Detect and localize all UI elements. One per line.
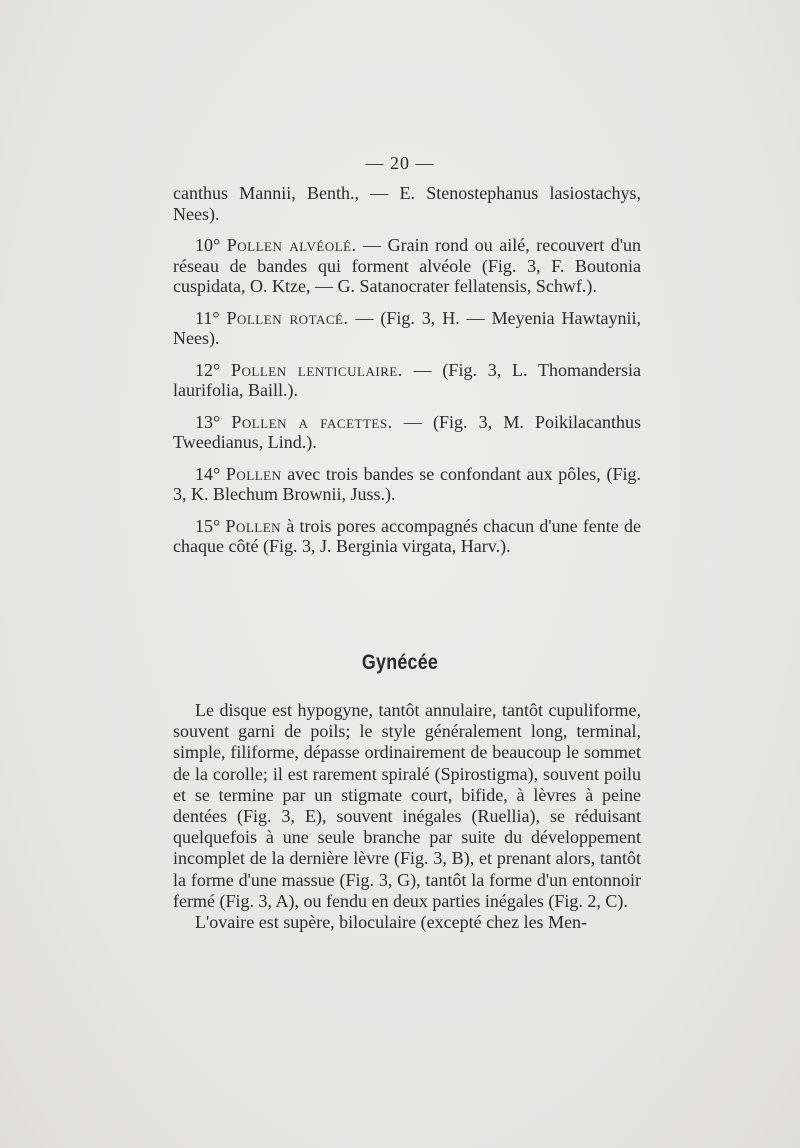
item-text: — (Fig. 3, H. — Meyenia Hawtaynii, Nees). — [173, 307, 641, 348]
item-text: — (Fig. 3, M. Poikilacanthus Tweedianus, Lind.). — [173, 411, 641, 452]
paragraph-pollen-11 — [173, 308, 641, 349]
item-number: 12° — [195, 359, 221, 380]
paragraph-pollen-15 — [173, 516, 641, 557]
paragraph-pollen-10 — [173, 235, 641, 297]
item-text: — (Fig. 3, L. Thomandersia laurifolia, Baill.). — [173, 359, 642, 400]
pollen-list — [173, 183, 641, 568]
paragraph-text: canthus Mannii, Benth., — E. Stenostephanus lasiostachys, Nees). — [173, 183, 641, 224]
item-number: 13° — [195, 411, 221, 432]
item-number: 15° — [195, 515, 221, 536]
gynecee-section — [173, 700, 641, 933]
paragraph-pollen-14 — [173, 464, 641, 505]
item-number: 14° — [195, 463, 221, 484]
paragraph-pollen-13 — [173, 412, 641, 453]
item-label: Pollen — [225, 515, 282, 536]
item-text: à trois pores accompagnés chacun d'une fente de chaque côté (Fig. 3, J. Berginia virgata, Harv.). — [173, 515, 642, 556]
item-number: 10° — [195, 235, 221, 255]
item-label: Pollen rotacé. — [226, 307, 349, 328]
page-number: — 20 — — [365, 153, 435, 173]
item-label: Pollen alvéolé. — [226, 235, 357, 255]
gynecee-paragraph-1: Le disque est hypogyne, tantôt annulaire, tantôt cupuliforme, souvent garni de poils; le style généralement long, terminal, simple, filiforme, dépasse ordinairement de beaucoup le sommet de la corolle; il est rarement spiralé (Spirostigma), souvent poilu et se termine par un stigmate court, bifide, à lèvres à peine dentées (Fig. 3, E), souvent inégales (Ruellia), se réduisant quelquefois à une seule branche par suite du développement incomplet de la dernière lèvre (Fig. 3, B), et prenant alors, tantôt la forme d'une massue (Fig. 3, G), tantôt la forme d'un entonnoir fermé (Fig. 3, A), ou fendu en deux parties inégales (Fig. 2, C). — [173, 700, 641, 911]
section-heading: Gynécée — [361, 651, 439, 674]
item-label: Pollen — [225, 463, 282, 484]
paragraph-continuation — [173, 183, 641, 224]
item-number: 11° — [195, 307, 220, 328]
gynecee-paragraph-2: L'ovaire est supère, biloculaire (excepté chez les Men- — [195, 912, 588, 933]
paragraph-pollen-12 — [173, 360, 641, 401]
item-label: Pollen a facettes. — [231, 411, 393, 432]
item-text: avec trois bandes se confondant aux pôles, (Fig. 3, K. Blechum Brownii, Juss.). — [173, 463, 642, 504]
item-label: Pollen lenticulaire. — [231, 359, 403, 380]
item-text: — Grain rond ou ailé, recouvert d'un réseau de bandes qui forment alvéole (Fig. 3, F. Boutonia cuspidata, O. Ktze, — G. Satanocrater fellatensis, Schwf.). — [173, 235, 641, 296]
